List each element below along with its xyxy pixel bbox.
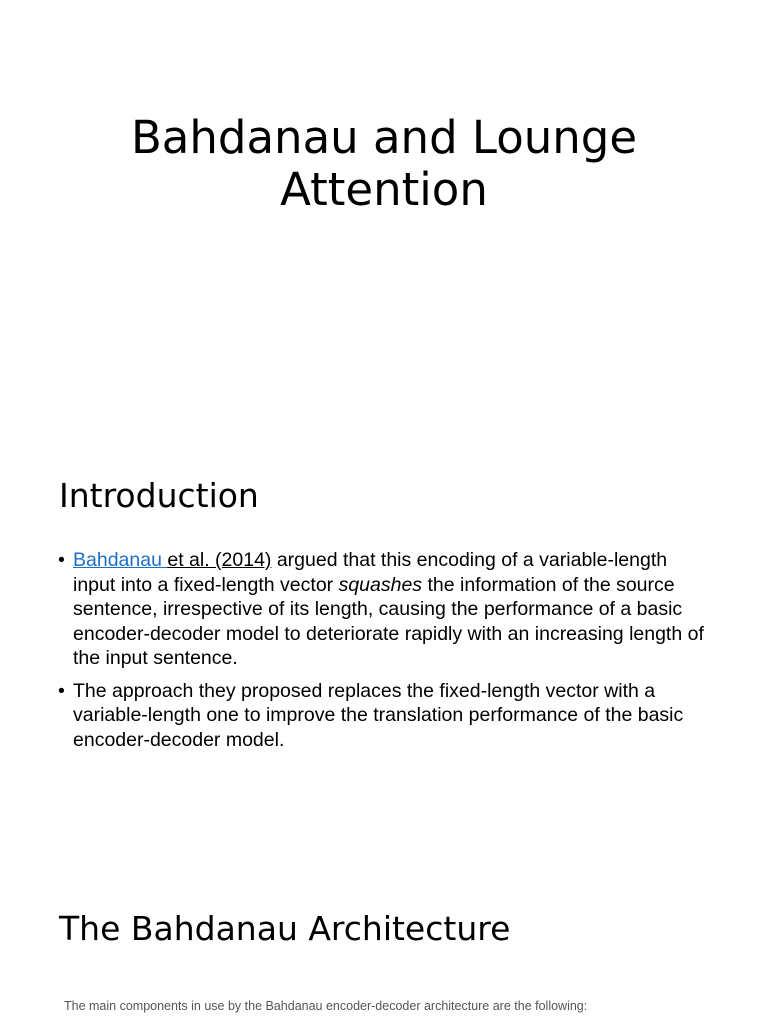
- bullet-1-emphasis: squashes: [338, 573, 423, 596]
- citation-text: et al. (2014): [167, 549, 272, 571]
- bullet-1-text-part-2: the information of the source sentence, irrespective of its length, causing the performance of a basic encoder-decoder model to deteriorate rapidly with an increasing length of the input sentence.: [73, 573, 704, 669]
- bullet-2-text: The approach they proposed replaces the fixed-length vector with a variable-length one to improve the translation performance of the basic encoder-decoder model.: [73, 679, 684, 751]
- bullet-1-text-part-1: argued that this encoding of a variable-length input into a fixed-length vector: [73, 549, 668, 596]
- bullet-dot-icon: •: [58, 549, 65, 571]
- slide-title-line-1: Bahdanau and Lounge: [130, 111, 638, 164]
- introduction-heading: Introduction: [59, 476, 259, 515]
- bullet-item-2: [58, 679, 708, 753]
- introduction-bullet-list: [58, 548, 708, 760]
- architecture-heading: The Bahdanau Architecture: [59, 909, 511, 948]
- slide-title: [0, 112, 768, 216]
- bullet-dot-icon: •: [58, 679, 65, 702]
- architecture-caption: The main components in use by the Bahdanau encoder-decoder architecture are the following:: [64, 999, 588, 1013]
- bullet-item-1: [58, 548, 708, 671]
- bahdanau-link[interactable]: Bahdanau: [73, 549, 168, 571]
- slide-title-line-2: Attention: [280, 163, 488, 216]
